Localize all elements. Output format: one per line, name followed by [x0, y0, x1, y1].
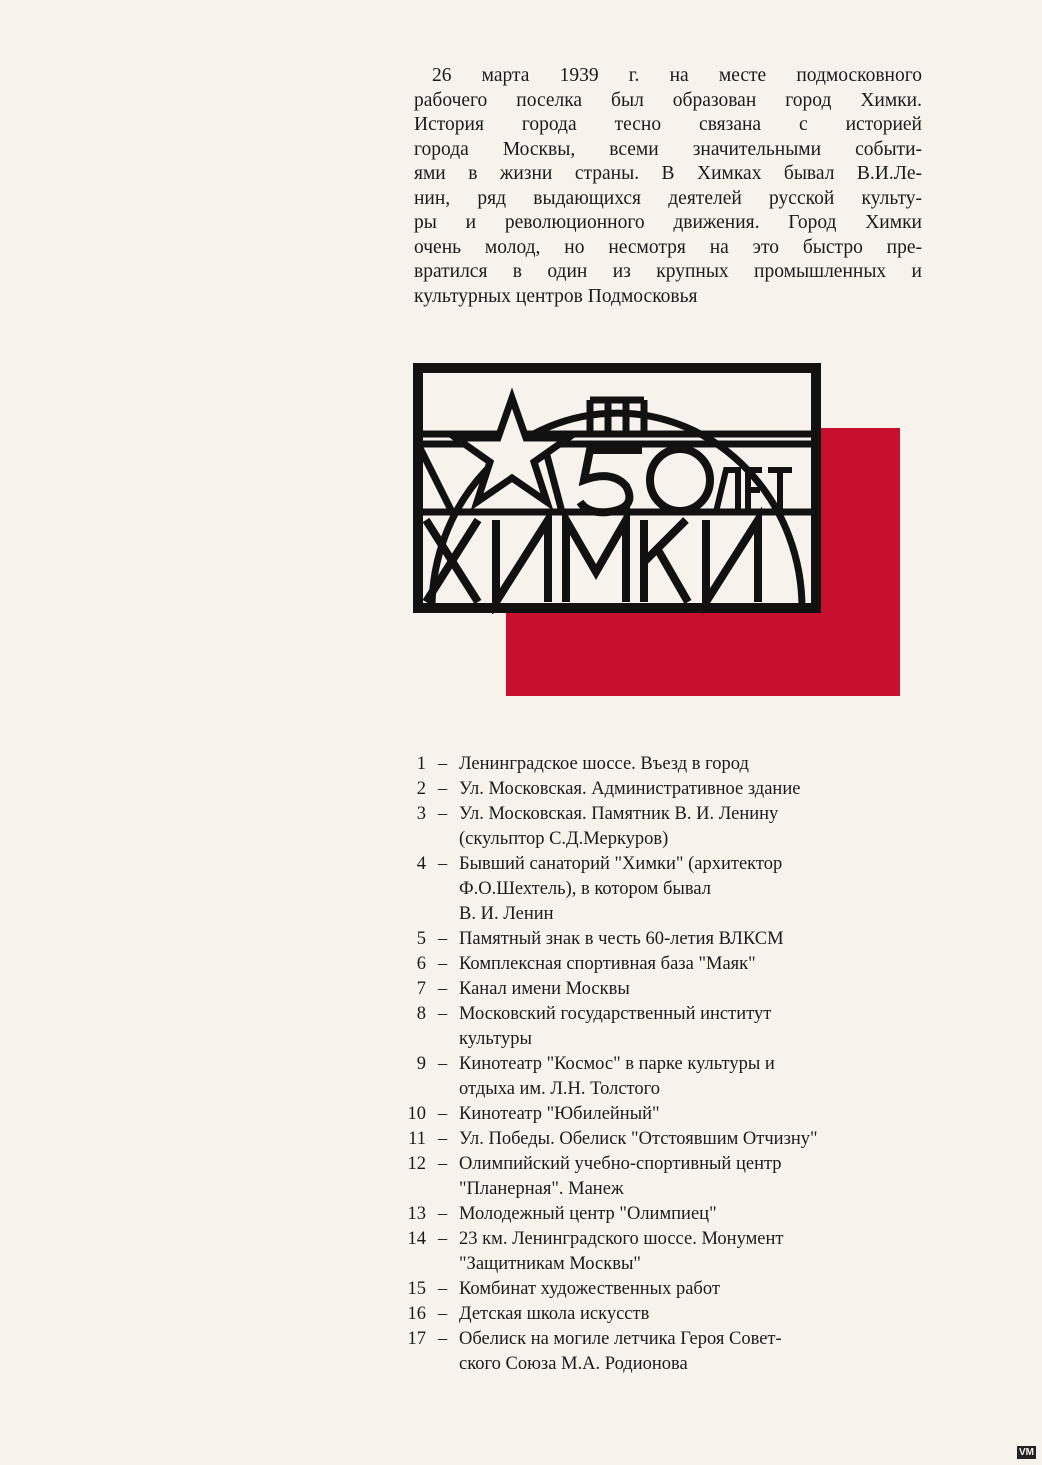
- item-text-line: Канал имени Москвы: [459, 979, 630, 999]
- intro-line: рабочего поселка был образован город Химки.: [414, 89, 922, 111]
- item-text-line: Обелиск на могиле летчика Героя Совет-: [459, 1329, 782, 1349]
- list-item: [396, 1302, 956, 1327]
- item-text-line: Ленинградское шоссе. Въезд в город: [459, 754, 749, 774]
- item-text-line: Бывший санаторий "Химки" (архитектор: [459, 854, 783, 874]
- item-number: 14: [407, 1229, 426, 1249]
- item-text-line: Детская школа искусств: [459, 1304, 650, 1324]
- intro-line: ры и революционного движения. Город Химки: [414, 212, 922, 233]
- list-item: [396, 852, 956, 927]
- item-number: 5: [416, 929, 426, 949]
- item-text-line: Ул. Московская. Административное здание: [459, 779, 801, 799]
- item-text-line: ского Союза М.А. Родионова: [459, 1354, 688, 1374]
- item-text-line: Комбинат художественных работ: [459, 1279, 720, 1299]
- item-text-line: "Защитникам Москвы": [459, 1254, 641, 1274]
- list-item: [396, 1277, 956, 1302]
- list-item: [396, 1152, 956, 1202]
- item-text-line: Комплексная спортивная база "Маяк": [459, 954, 756, 974]
- list-item: [396, 977, 956, 1002]
- item-text-line: Ф.О.Шехтель), в котором бывал: [459, 879, 711, 899]
- item-text: [459, 952, 956, 977]
- item-text-line: 23 км. Ленинградского шоссе. Монумент: [459, 1229, 784, 1249]
- item-dash: –: [437, 979, 448, 999]
- item-number: 10: [407, 1104, 426, 1124]
- item-dash: –: [437, 1304, 448, 1324]
- intro-line: вратился в один из крупных промышленных и: [414, 261, 922, 282]
- item-number: 11: [408, 1129, 426, 1149]
- item-number: 15: [407, 1279, 426, 1299]
- list-item: [396, 752, 956, 777]
- list-item: [396, 1227, 956, 1277]
- intro-line: города Москвы, всеми значительными событи-: [414, 138, 922, 160]
- intro-line: ями в жизни страны. В Химках бывал В.И.Ле-: [414, 163, 922, 184]
- item-dash: –: [437, 1229, 448, 1249]
- item-dash: –: [437, 1004, 448, 1024]
- item-text: [459, 1152, 956, 1202]
- item-text: [459, 927, 956, 952]
- intro-line: нин, ряд выдающихся деятелей русской культу-: [414, 187, 922, 209]
- list-item: [396, 1327, 956, 1377]
- item-number: 12: [407, 1154, 426, 1174]
- intro-line: очень молод, но несмотря на это быстро пре-: [414, 236, 922, 258]
- item-number: 17: [407, 1329, 426, 1349]
- item-dash: –: [437, 1104, 448, 1124]
- item-dash: –: [437, 754, 448, 774]
- item-number: 13: [407, 1204, 426, 1224]
- emblem-graphic: [412, 362, 822, 614]
- item-dash: –: [437, 1204, 448, 1224]
- item-text: [459, 1127, 956, 1152]
- photo-captions-list: [396, 752, 956, 1377]
- item-number: 4: [416, 854, 426, 874]
- list-item: [396, 802, 956, 852]
- list-item: [396, 777, 956, 802]
- item-text-line: "Планерная". Манеж: [459, 1179, 624, 1199]
- watermark-logo: VM: [1019, 1447, 1034, 1458]
- intro-paragraph: [414, 64, 922, 309]
- item-text: [459, 1002, 956, 1052]
- list-item: [396, 1202, 956, 1227]
- item-text-line: Кинотеатр "Космос" в парке культуры и: [459, 1054, 775, 1074]
- item-dash: –: [437, 1279, 448, 1299]
- item-text-line: Московский государственный институт: [459, 1004, 772, 1024]
- intro-line: 26 марта 1939 г. на месте подмосковного: [432, 65, 922, 86]
- item-text-line: В. И. Ленин: [459, 904, 554, 924]
- item-text: [459, 977, 956, 1002]
- item-dash: –: [437, 779, 448, 799]
- intro-line: культурных центров Подмосковья: [414, 285, 698, 307]
- item-dash: –: [437, 854, 448, 874]
- item-text: [459, 802, 956, 852]
- item-text: [459, 1277, 956, 1302]
- item-number: 8: [416, 1004, 426, 1024]
- item-text-line: Молодежный центр "Олимпиец": [459, 1204, 717, 1224]
- item-text: [459, 1302, 956, 1327]
- intro-line: История города тесно связана с историей: [414, 114, 922, 135]
- item-text-line: Ул. Победы. Обелиск "Отстоявшим Отчизну": [459, 1129, 818, 1149]
- item-number: 9: [416, 1054, 426, 1074]
- item-number: 2: [416, 779, 426, 799]
- list-item: [396, 1127, 956, 1152]
- item-text-line: Кинотеатр "Юбилейный": [459, 1104, 660, 1124]
- item-number: 1: [416, 754, 426, 774]
- item-text: [459, 1052, 956, 1102]
- item-number: 7: [416, 979, 426, 999]
- item-text: [459, 777, 956, 802]
- item-text-line: Ул. Московская. Памятник В. И. Ленину: [459, 804, 779, 824]
- item-text: [459, 1102, 956, 1127]
- item-text-line: культуры: [459, 1029, 532, 1049]
- item-dash: –: [437, 1054, 448, 1074]
- item-text-line: Памятный знак в честь 60-летия ВЛКСМ: [459, 929, 784, 949]
- item-dash: –: [437, 954, 448, 974]
- item-number: 16: [407, 1304, 426, 1324]
- item-text: [459, 752, 956, 777]
- item-text: [459, 1202, 956, 1227]
- list-item: [396, 927, 956, 952]
- item-text-line: Олимпийский учебно-спортивный центр: [459, 1154, 782, 1174]
- item-text: [459, 1227, 956, 1277]
- list-item: [396, 1002, 956, 1052]
- item-text-line: отдыха им. Л.Н. Толстого: [459, 1079, 660, 1099]
- item-text: [459, 852, 956, 927]
- item-dash: –: [437, 804, 448, 824]
- item-dash: –: [437, 929, 448, 949]
- item-number: 3: [416, 804, 426, 824]
- list-item: [396, 1102, 956, 1127]
- item-dash: –: [437, 1129, 448, 1149]
- item-dash: –: [437, 1329, 448, 1349]
- item-text: [459, 1327, 956, 1377]
- item-dash: –: [437, 1154, 448, 1174]
- item-number: 6: [416, 954, 426, 974]
- item-text-line: (скульптор С.Д.Меркуров): [459, 829, 669, 849]
- list-item: [396, 952, 956, 977]
- list-item: [396, 1052, 956, 1102]
